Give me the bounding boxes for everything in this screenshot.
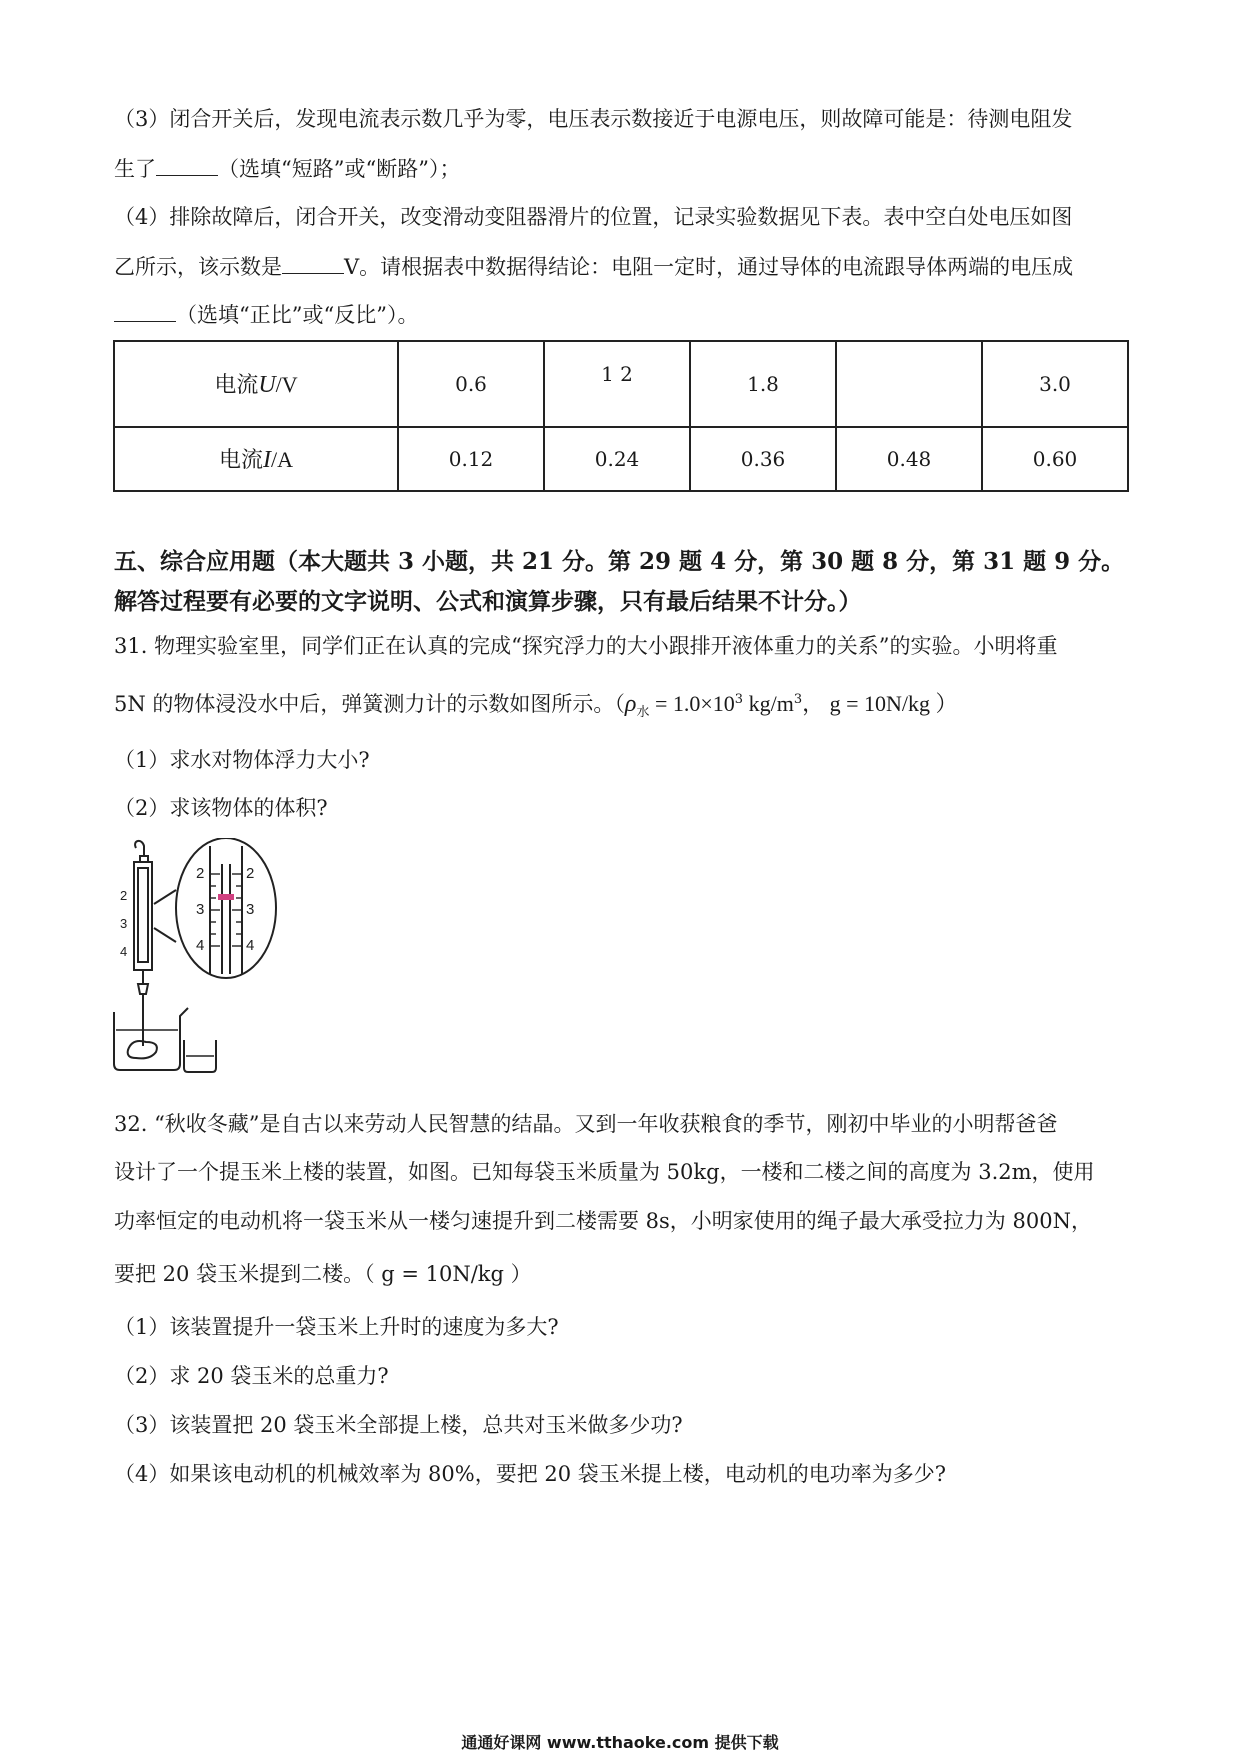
scale-label: 4 (120, 944, 128, 959)
table-cell: 0.48 (836, 427, 982, 491)
q30-part4-line1: （4）排除故障后，闭合开关，改变滑动变阻器滑片的位置，记录实验数据见下表。表中空白处电压如图 (114, 205, 1073, 229)
answer-blank[interactable] (282, 255, 344, 274)
q30-part4-line3 (114, 303, 418, 328)
section-heading-line1: 五、综合应用题（本大题共 3 小题，共 21 分。第 29 题 4 分，第 30 题 8 分，第 31 题 9 分。 (114, 548, 1125, 575)
q32-line1: 32. “秋收冬藏”是自古以来劳动人民智慧的结晶。又到一年收获粮食的季节，刚初中毕业的小明帮爸爸 (114, 1112, 1058, 1136)
top-hook-icon (135, 841, 144, 856)
q30-part3-line1: （3）闭合开关后，发现电流表示数几乎为零，电压表示数接近于电源电压，则故障可能是：待测电阻发 (114, 107, 1073, 131)
spring-scale-figure (110, 838, 280, 1078)
spring-scale-body (134, 862, 152, 970)
scale-label: 3 (120, 916, 128, 931)
q31-sub2: （2）求该物体的体积? (114, 796, 328, 820)
q32-sub4: （4）如果该电动机的机械效率为 80%，要把 20 袋玉米提上楼，电动机的电功率为多少? (114, 1462, 947, 1486)
q32-line4: 要把 20 袋玉米提到二楼。（ g = 10N/kg ） (114, 1262, 532, 1286)
scale-label: 2 (196, 865, 205, 882)
row-header-current: 电流I/A (114, 427, 398, 491)
table-cell: 1.8 (690, 341, 836, 427)
q30-part4-text-a: 乙所示，该示数是 (114, 255, 282, 279)
q31-line1: 31. 物理实验室里，同学们正在认真的完成“探究浮力的大小跟排开液体重力的关系”的实验。小明将重 (114, 634, 1058, 658)
scale-label: 2 (246, 865, 255, 882)
table-cell: 0.24 (544, 427, 690, 491)
table-cell: 0.12 (398, 427, 544, 491)
q31-sub1: （1）求水对物体浮力大小? (114, 748, 370, 772)
table-row (114, 427, 1128, 491)
q31-line2: 5N 的物体浸没水中后，弹簧测力计的示数如图所示。（$\rho_水 = 1.0\times 10^3$ $kg/m^3$， g = 10N/kg ） (114, 691, 958, 721)
scale-label: 4 (246, 937, 255, 954)
pointer-indicator (218, 894, 234, 900)
table-cell: 0.6 (398, 341, 544, 427)
scale-label: 2 (120, 888, 128, 903)
answer-blank[interactable] (114, 303, 176, 322)
q30-part3-text-b: （选填“短路”或“断路”）； (218, 157, 461, 181)
q30-part4-text-c: （选填“正比”或“反比”）。 (176, 303, 419, 327)
row-header-voltage: 电流U/V (114, 341, 398, 427)
q32-sub3: （3）该装置把 20 袋玉米全部提上楼，总共对玉米做多少功? (114, 1413, 683, 1437)
table-cell: 0.36 (690, 427, 836, 491)
q30-part3-line2 (114, 157, 460, 182)
table-cell: 3.0 (982, 341, 1128, 427)
q30-part4-line2 (114, 255, 1073, 280)
magnifier-ellipse (176, 838, 276, 978)
q32-line3: 功率恒定的电动机将一袋玉米从一楼匀速提升到二楼需要 8s，小明家使用的绳子最大承受拉力为 800N， (114, 1209, 1092, 1233)
table-cell (836, 341, 982, 427)
answer-blank[interactable] (156, 157, 218, 176)
rho-symbol: ρ (624, 691, 637, 717)
section-heading-line2: 解答过程要有必要的文字说明、公式和演算步骤，只有最后结果不计分。） (114, 588, 862, 615)
scale-label: 3 (196, 901, 205, 918)
q32-sub2: （2）求 20 袋玉米的总重力? (114, 1364, 389, 1388)
q30-part3-text-a: 生了 (114, 157, 156, 181)
table-cell: 1 2 (544, 341, 690, 427)
q30-part4-text-b: V。请根据表中数据得结论：电阻一定时，通过导体的电流跟导体两端的电压成 (344, 255, 1074, 279)
large-beaker (114, 1008, 188, 1070)
q32-line2: 设计了一个提玉米上楼的装置，如图。已知每袋玉米质量为 50kg，一楼和二楼之间的高度为 3.2m，使用 (114, 1160, 1095, 1184)
scale-label: 4 (196, 937, 205, 954)
data-table (113, 340, 1129, 492)
q32-sub1: （1）该装置提升一袋玉米上升时的速度为多大? (114, 1315, 559, 1339)
table-cell: 0.60 (982, 427, 1128, 491)
page-footer: 通通好课网 www.tthaoke.com 提供下载 (461, 1733, 779, 1752)
table-row (114, 341, 1128, 427)
scale-label: 3 (246, 901, 255, 918)
